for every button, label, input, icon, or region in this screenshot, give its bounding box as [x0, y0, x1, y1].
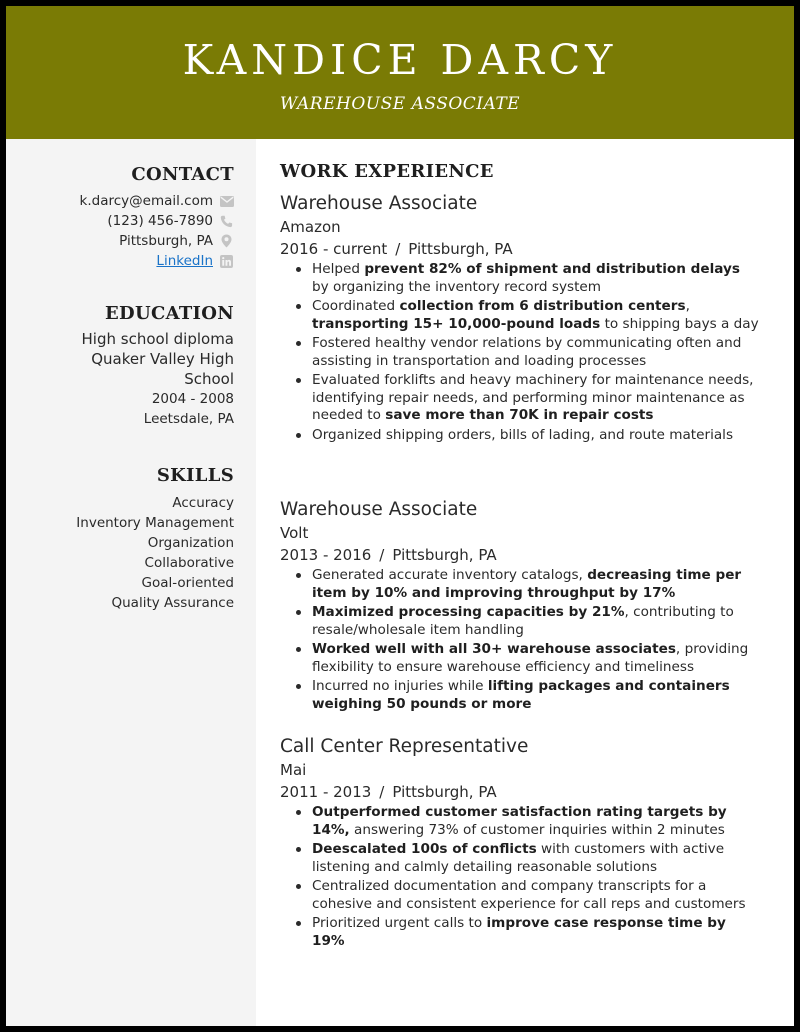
bullet-text: , contributing to resale/wholesale item handling [312, 604, 734, 638]
bullet-text: Centralized documentation and company transcripts for a cohesive and consistent experience for call reps and customers [312, 878, 746, 912]
contact-phone [14, 211, 234, 231]
bullet-highlight: Outperformed customer satisfaction rating targets by 14%, [312, 804, 727, 838]
bullet-text: by organizing the inventory record system [312, 278, 602, 295]
job-location: Pittsburgh, PA [392, 546, 497, 564]
bullet-highlight: Maximized processing capacities by 21% [312, 604, 625, 620]
candidate-role: WAREHOUSE ASSOCIATE [279, 94, 521, 114]
email-text: k.darcy@email.com [79, 193, 213, 209]
bullet-text: , providing flexibility to ensure warehouse efficiency and timeliness [312, 641, 749, 675]
job-location: Pittsburgh, PA [408, 240, 513, 258]
job-meta [280, 544, 760, 566]
job-title: Warehouse Associate [280, 193, 478, 214]
envelope-icon [219, 194, 234, 209]
skills-heading: SKILLS [156, 465, 234, 486]
education-degree: High school diploma [81, 330, 234, 348]
skill-item: Organization [147, 535, 234, 551]
job-company: Volt [280, 524, 309, 542]
job-bullet [280, 567, 760, 602]
skill-item: Inventory Management [76, 515, 234, 531]
job-bullet [280, 372, 760, 425]
job-bullet [280, 678, 760, 713]
skill-item: Accuracy [172, 495, 234, 511]
job-bullet [280, 298, 760, 333]
job-bullets [280, 567, 760, 713]
job-entry [280, 735, 760, 952]
education-school-line1: Quaker Valley High [91, 350, 234, 368]
job-bullet [280, 641, 760, 676]
job-meta [280, 238, 760, 260]
sidebar [6, 139, 256, 1026]
contact-location [14, 231, 234, 251]
location-text: Pittsburgh, PA [119, 233, 213, 249]
resume-page [6, 6, 794, 1026]
bullet-text: Helped [312, 261, 365, 277]
job-dates: 2013 - 2016 [280, 546, 372, 564]
job-meta-separator: / [395, 240, 401, 258]
bullet-text: Generated accurate inventory catalogs, [312, 567, 588, 583]
bullet-text: with customers with active listening and calmly detailing reasonable solutions [312, 841, 725, 875]
bullet-highlight: decreasing time per item by 10% and improving throughput by 17% [312, 567, 742, 601]
job-meta-separator: / [379, 546, 385, 564]
skill-item: Quality Assurance [111, 595, 234, 611]
contact-email [14, 191, 234, 211]
resume-header [6, 6, 794, 139]
job-location: Pittsburgh, PA [392, 783, 497, 801]
job-company: Amazon [280, 218, 341, 236]
job-meta [280, 781, 760, 803]
bullet-text: Incurred no injuries while [312, 678, 488, 694]
job-title: Call Center Representative [280, 736, 529, 757]
bullet-highlight: collection from 6 distribution centers [399, 298, 686, 314]
bullet-text: Coordinated [312, 298, 400, 314]
contact-heading: CONTACT [131, 164, 234, 185]
contact-section [14, 164, 234, 271]
education-heading: EDUCATION [105, 303, 234, 324]
bullet-text: Evaluated forklifts and heavy machinery for maintenance needs, identifying repair needs, and performing minor maintenance as needed to [312, 372, 754, 423]
job-bullets [280, 261, 760, 444]
phone-icon [219, 214, 234, 229]
bullet-text: Organized shipping orders, bills of lading, and route materials [312, 426, 734, 443]
job-dates: 2011 - 2013 [280, 783, 372, 801]
contact-linkedin [14, 251, 234, 271]
map-pin-icon [219, 234, 234, 249]
bullet-text: answering 73% of customer inquiries within 2 minutes [349, 821, 725, 838]
candidate-name: KANDICE DARCY [182, 36, 618, 84]
skill-item: Collaborative [144, 555, 234, 571]
job-bullet [280, 335, 760, 370]
bullet-highlight: lifting packages and containers weighing 50 pounds or more [312, 678, 730, 712]
job-bullet [280, 604, 760, 639]
education-years: 2004 - 2008 [151, 391, 234, 407]
bullet-text: to shipping bays a day [600, 315, 759, 332]
education-school-line2: School [184, 370, 234, 388]
job-bullet [280, 878, 760, 913]
job-bullet [280, 915, 760, 950]
phone-text: (123) 456-7890 [107, 213, 213, 229]
education-section [14, 303, 234, 429]
bullet-highlight: transporting 15+ 10,000-pound loads [312, 315, 601, 332]
job-bullet [280, 841, 760, 876]
skills-section [14, 465, 234, 613]
work-experience-heading: WORK EXPERIENCE [280, 161, 494, 182]
job-bullet [280, 427, 760, 445]
linkedin-icon[interactable] [219, 254, 234, 269]
education-location: Leetsdale, PA [143, 411, 234, 427]
bullet-highlight: save more than 70K in repair costs [385, 407, 654, 423]
job-title: Warehouse Associate [280, 499, 478, 520]
bullet-highlight: Worked well with all 30+ warehouse associates [312, 641, 676, 657]
linkedin-link[interactable]: LinkedIn [156, 253, 213, 269]
job-company: Mai [280, 761, 307, 779]
job-bullets [280, 804, 760, 950]
bullet-text: , [685, 298, 690, 314]
skill-item: Goal-oriented [141, 575, 234, 591]
bullet-highlight: Deescalated 100s of conflicts [312, 841, 537, 857]
job-meta-separator: / [379, 783, 385, 801]
bullet-highlight: improve case response time by 19% [312, 915, 726, 949]
bullet-highlight: prevent 82% of shipment and distribution delays [364, 261, 740, 277]
job-dates: 2016 - current [280, 240, 388, 258]
bullet-text: Prioritized urgent calls to [312, 915, 487, 931]
job-entry [280, 192, 760, 446]
job-bullet [280, 804, 760, 839]
bullet-text: Fostered healthy vendor relations by communicating often and assisting in transportation and loading processes [312, 335, 742, 369]
job-entry [280, 498, 760, 715]
job-bullet [280, 261, 760, 296]
